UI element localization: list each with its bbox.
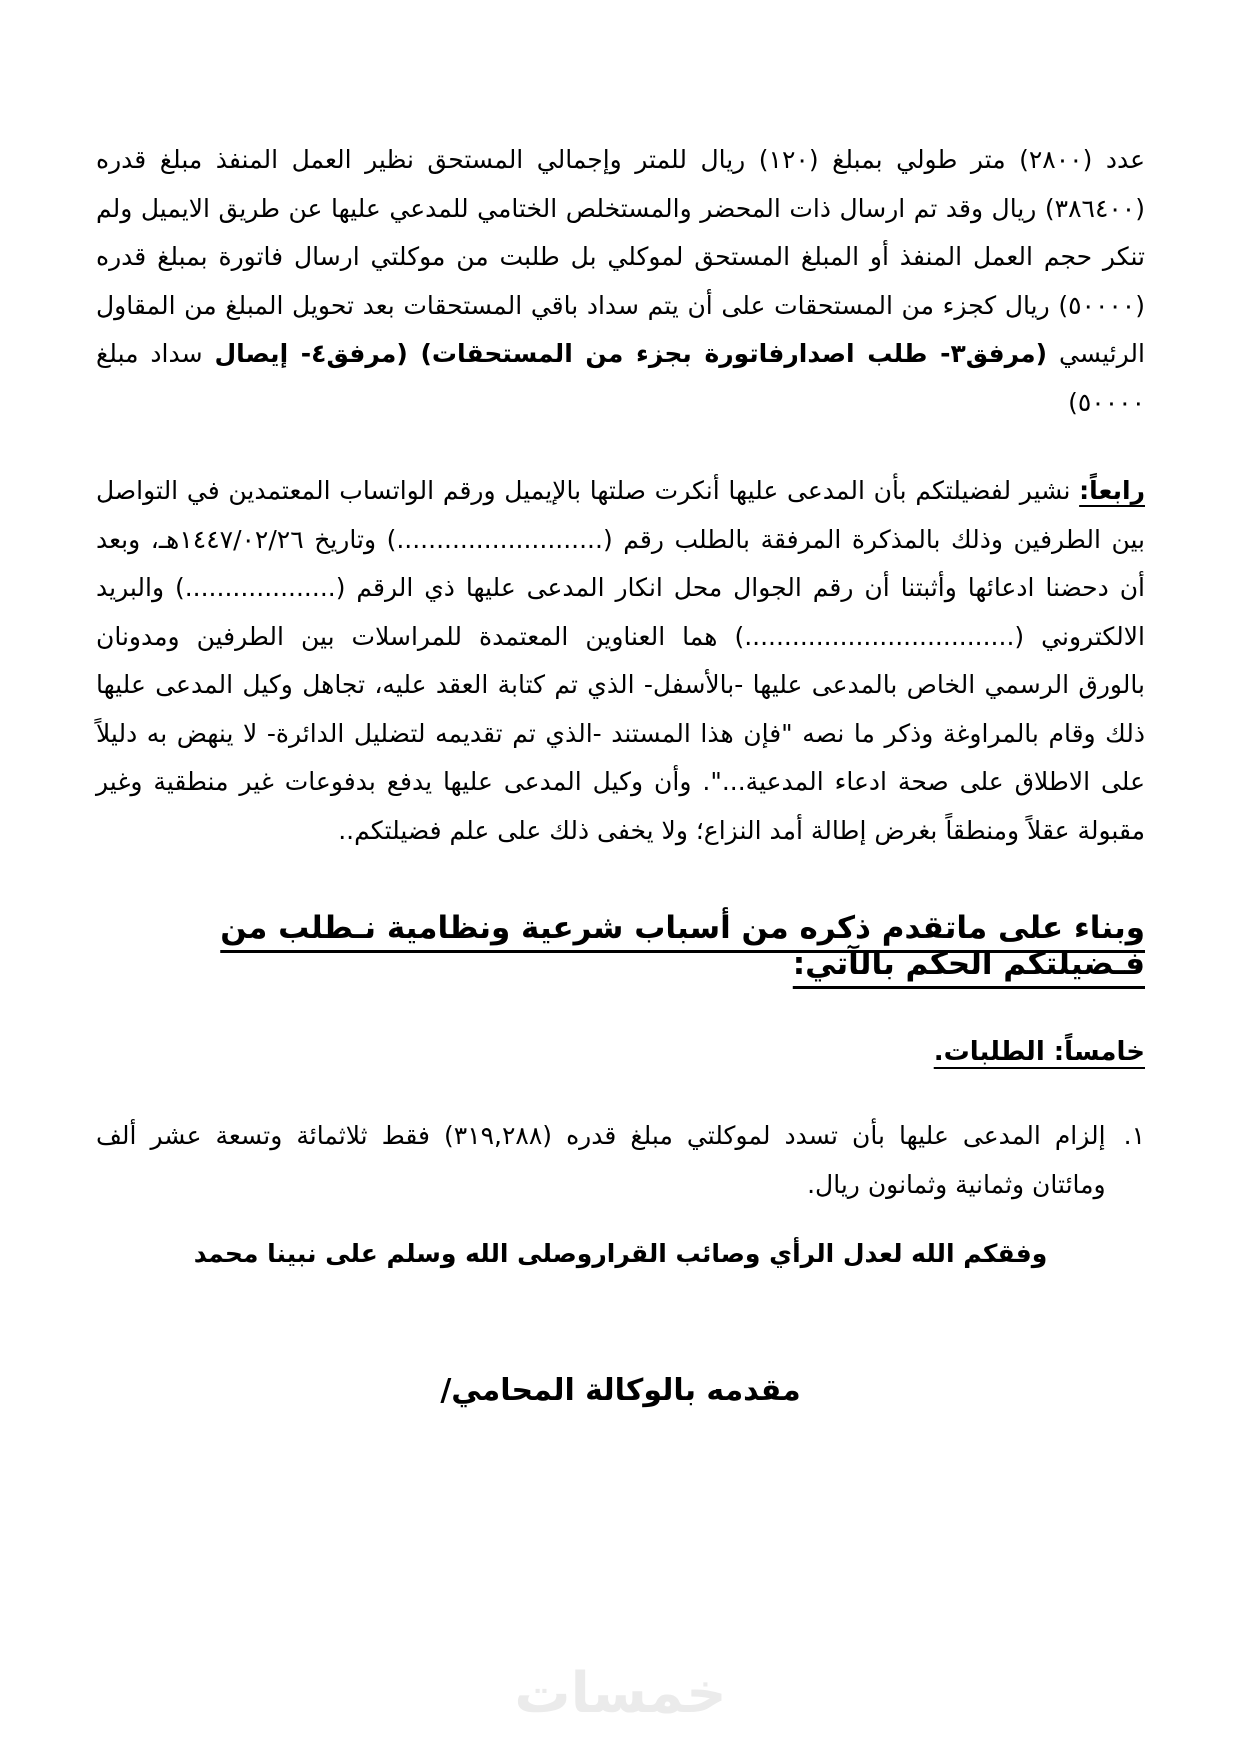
- signature-line: مقدمه بالوكالة المحامي/: [440, 1373, 801, 1408]
- request-item-number: ١.: [1123, 1121, 1145, 1150]
- document-body: [96, 136, 1145, 1408]
- khamsat-watermark: خمسات: [514, 1661, 727, 1726]
- fourth-section-text: نشير لفضيلتكم بأن المدعى عليها أنكرت صلتها بالإيميل ورقم الواتساب المعتمدين في التواصل بين الطرفين وذلك بالمذكرة المرفقة بالطلب رقم (..........................) وتاريخ ١٤٤٧/٠٢/٢٦هـ، وبعد أن دحضنا ادعائها وأثبتنا أن رقم الجوال محل انكار المدعى عليها ذي الرقم (...................) والبريد الالكتروني (..................................) هما العناوين المعتمدة للمراسلات بين الطرفين ومدونان بالورق الرسمي الخاص بالمدعى عليها -بالأسفل- الذي تم كتابة العقد عليه، تجاهل وكيل المدعى عليها ذلك وقام بالمراوغة وذكر ما نصه "فإن هذا المستند -الذي تم تقديمه لتضليل الدائرة- لا ينهض به دليلاً على الاطلاق على صحة ادعاء المدعية...". وأن وكيل المدعى عليها يدفع بدفوعات غير منطقية وغير مقبولة عقلاً ومنطقاً بغرض إطالة أمد النزاع؛ ولا يخفى ذلك على علم فضيلتكم..: [96, 476, 1145, 845]
- request-item: [96, 1112, 1145, 1209]
- paragraph-continuation-tail: سداد مبلغ ٥٠٠٠٠): [96, 339, 1145, 417]
- ruling-request-heading: وبناء على ماتقدم ذكره من أسباب شرعية ونظامية نـطلب من فـضيلتكم الحكم بالآتي:: [220, 910, 1145, 982]
- paragraph-fourth-section: [96, 467, 1145, 855]
- paragraph-continuation: [96, 136, 1145, 427]
- request-item-text: إلزام المدعى عليها بأن تسدد لموكلتي مبلغ قدره (٣١٩,٢٨٨) فقط ثلاثمائة وتسعة عشر ألف ومائتان وثمانية وثمانون ريال.: [96, 1121, 1106, 1199]
- closing-prayer: وفقكم الله لعدل الرأي وصائب القراروصلى الله وسلم على نبينا محمد: [193, 1239, 1048, 1268]
- fourth-section-label: رابعاً:: [1079, 476, 1145, 505]
- paragraph-continuation-text: عدد (٢٨٠٠) متر طولي بمبلغ (١٢٠) ريال للمتر وإجمالي المستحق نظير العمل المنفذ مبلغ قدره (٣٨٦٤٠٠) ريال وقد تم ارسال ذات المحضر والمستخلص الختامي للمدعي عليها عن طريق الايميل ولم تنكر حجم العمل المنفذ أو المبلغ المستحق لموكلي بل طلبت من موكلتي ارسال فاتورة بمبلغ قدره (٥٠٠٠٠) ريال كجزء من المستحقات على أن يتم سداد باقي المستحقات بعد تحويل المبلغ من المقاول الرئيسي: [96, 145, 1146, 368]
- attachments-bold-text: (مرفق٣- طلب اصدارفاتورة بجزء من المستحقات) (مرفق٤- إيصال: [214, 339, 1048, 368]
- requests-section-heading: خامساً: الطلبات.: [933, 1037, 1145, 1067]
